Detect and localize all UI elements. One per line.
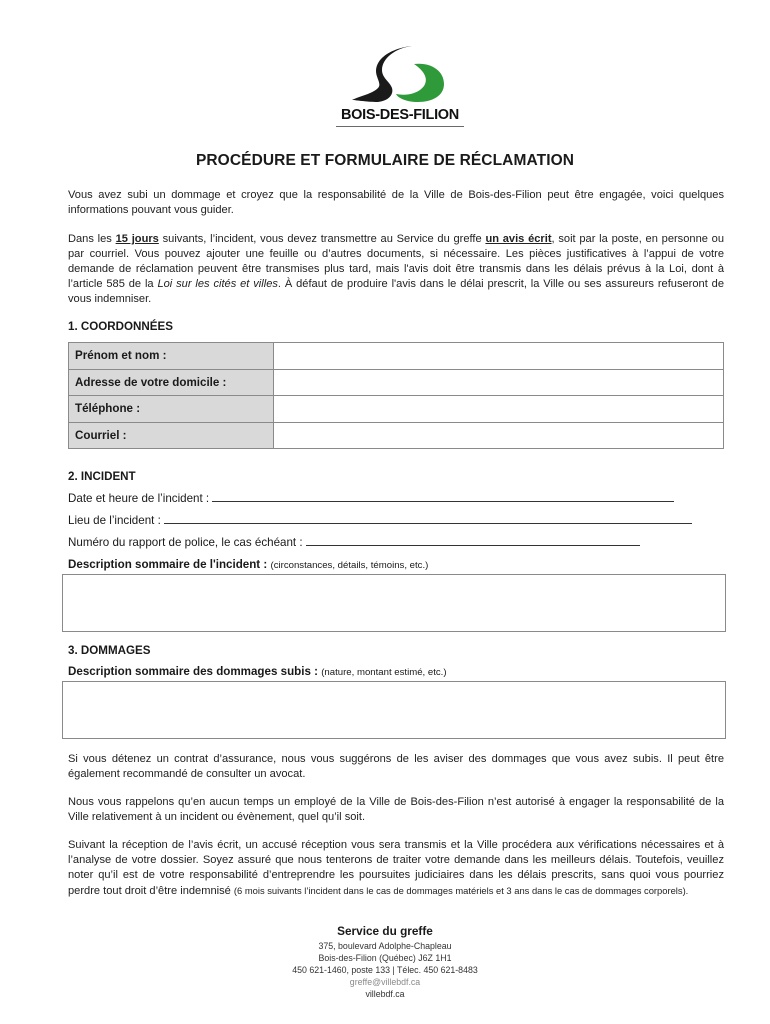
deadline-text-4: . À défaut de produire l'avis dans le délai prescrit, la Ville ou ses assureurs refuseront de vous indemniser. xyxy=(68,278,724,305)
deadline-text-3: , soit par la poste, en personne ou par courriel. Vous pouvez ajouter une feuille ou d’autres documents, si nécessaire. Les pièces justificatives à l’appui de votre demande de réclamation peuvent être transmises plus tard, mais l'avis doit être transmis dans les délais prévus à la Loi, dont à l’article 585 de la xyxy=(68,233,725,290)
damages-description-hint: (nature, montant estimé, etc.) xyxy=(321,667,447,678)
incident-place-label: Lieu de l’incident : xyxy=(68,514,164,527)
table-row xyxy=(69,369,724,396)
damages-description-title: Description sommaire des dommages subis : xyxy=(68,665,318,678)
incident-description-title: Description sommaire de l'incident : xyxy=(68,558,268,571)
address-field[interactable] xyxy=(274,369,724,396)
employee-note: Nous vous rappelons qu’en aucun temps un employé de la Ville de Bois-des-Filion n’est autorisé à engager la responsabilité de la Ville relativement à un incident ou évènement, quel qu’il soit. xyxy=(68,796,724,823)
footer-address: 375, boulevard Adolphe-Chapleau xyxy=(318,941,452,951)
section-incident-heading: 2. INCIDENT xyxy=(68,470,136,483)
footer-website-link[interactable]: villebdf.ca xyxy=(365,989,405,999)
logo-wordmark: BOIS-DES-FILION xyxy=(341,107,459,123)
address-label: Adresse de votre domicile : xyxy=(69,369,274,396)
name-field[interactable] xyxy=(274,343,724,370)
deadline-text-1: Dans les xyxy=(68,233,116,245)
damages-description-box[interactable] xyxy=(62,681,726,739)
table-row xyxy=(69,422,724,449)
incident-description-label xyxy=(68,558,428,571)
damages-description-label xyxy=(68,665,447,678)
law-name: Loi sur les cités et villes xyxy=(157,278,278,290)
intro-paragraph: Vous avez subi un dommage et croyez que la responsabilité de la Ville de Bois-des-Filion peut être engagée, voici quelques informations pouvant vous guider. xyxy=(68,189,724,216)
police-report-row xyxy=(68,536,724,549)
incident-place-row xyxy=(68,514,724,527)
incident-date-label: Date et heure de l’incident : xyxy=(68,492,212,505)
deadline-paragraph xyxy=(68,232,724,307)
followup-note xyxy=(68,838,724,899)
footer-email-link[interactable]: greffe@villebdf.ca xyxy=(349,977,421,987)
logo-divider xyxy=(336,126,464,127)
email-label: Courriel : xyxy=(69,422,274,449)
table-row xyxy=(69,343,724,370)
footer-phone: 450 621-1460, poste 133 | Télec. 450 621-8483 xyxy=(292,965,478,975)
incident-date-line[interactable] xyxy=(212,501,674,502)
incident-description-hint: (circonstances, détails, témoins, etc.) xyxy=(270,560,429,571)
footer-city: Bois-des-Filion (Québec) J6Z 1H1 xyxy=(318,953,452,963)
followup-small-text: (6 mois suivants l’incident dans le cas de dommages matériels et 3 ans dans le cas de dommages corporels). xyxy=(233,885,689,896)
police-report-line[interactable] xyxy=(306,545,640,546)
followup-text: Suivant la réception de l’avis écrit, un accusé réception vous sera transmis et la Ville procédera aux vérifications nécessaires et à l’analyse de votre dossier. Soyez assuré que nous tenterons de traiter votre demande dans les meilleurs délais. Toutefois, veuillez noter qu’il est de votre responsabilité d’entreprendre les poursuites judiciaires dans les délais prescrits, sans quoi vous pourriez perdre tout droit d’être indemnisé xyxy=(68,839,724,897)
coordinates-table xyxy=(68,342,724,449)
deadline-text-2: suivants, l’incident, vous devez transmettre au Service du greffe xyxy=(158,233,486,245)
city-emblem-icon xyxy=(352,44,448,106)
phone-field[interactable] xyxy=(274,396,724,423)
incident-date-row xyxy=(68,492,724,505)
incident-description-box[interactable] xyxy=(62,574,726,632)
incident-place-line[interactable] xyxy=(164,523,692,524)
police-report-label: Numéro du rapport de police, le cas échéant : xyxy=(68,536,306,549)
phone-label: Téléphone : xyxy=(69,396,274,423)
page-title: PROCÉDURE ET FORMULAIRE DE RÉCLAMATION xyxy=(195,152,575,169)
table-row xyxy=(69,396,724,423)
deadline-days: 15 jours xyxy=(115,233,159,245)
section-coordinates-heading: 1. COORDONNÉES xyxy=(68,320,174,333)
city-logo xyxy=(330,44,470,128)
section-damages-heading: 3. DOMMAGES xyxy=(68,644,151,657)
email-field[interactable] xyxy=(274,422,724,449)
written-notice-emphasis: un avis écrit xyxy=(485,233,552,245)
service-name: Service du greffe xyxy=(337,924,433,938)
insurance-note: Si vous détenez un contrat d’assurance, nous vous suggérons de les aviser des dommages que vous avez subis. Il peut être également recommandé de consulter un avocat. xyxy=(68,753,724,780)
name-label: Prénom et nom : xyxy=(69,343,274,370)
